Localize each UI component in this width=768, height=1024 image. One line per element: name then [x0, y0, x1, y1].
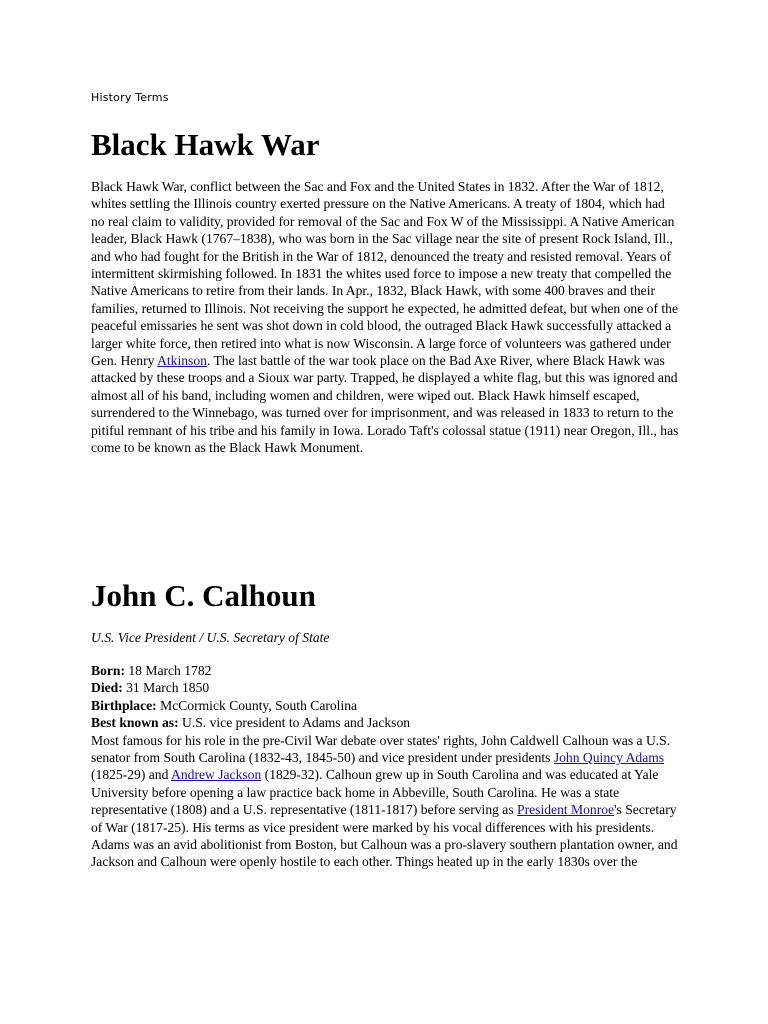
born-value: 18 March 1782	[124, 663, 212, 678]
born-row	[91, 662, 681, 679]
bio-text-1: Most famous for his role in the pre-Civil War debate over states' rights, John Caldwell Calhoun was a U.S. senator from South Carolina (1832-43, 1845-50) and vice president under presidents	[91, 732, 671, 766]
bio-text-2: (1825-29) and	[91, 767, 172, 783]
president-monroe-link[interactable]: President Monroe	[517, 802, 615, 818]
died-label: Died:	[91, 680, 123, 696]
birthplace-row	[91, 697, 681, 714]
died-value: 31 March 1850	[122, 680, 210, 696]
calhoun-bio	[91, 732, 681, 871]
atkinson-link[interactable]: Atkinson	[157, 353, 207, 369]
black-hawk-paragraph	[91, 178, 681, 457]
black-hawk-text-1: Black Hawk War, conflict between the Sac and Fox and the United States in 1832. After the War of 1812, whites settling the Illinois country exerted pressure on the Native Americans. A treaty of 1804, which had no real claim to validity, provided for removal of the Sac and Fox W of the Mississippi. A Native American leader, Black Hawk (1767–1838), who was born in the Sac village near the site of present Rock Island, Ill., and who had fought for the British in the War of 1812, denounced the treaty and resisted removal. Years of intermittent skirmishing followed. In 1831 the whites used force to impose a new treaty that compelled the Native Americans to retire from their lands. In Apr., 1832, Black Hawk, with some 400 braves and their families, returned to Illinois. Not receiving the support he expected, he admitted defeat, but when one of the peaceful emissaries he sent was shot down in cold blood, the outraged Black Hawk successfully attacked a larger white force, then retired into what is now Wisconsin. A large force of volunteers was gathered under Gen. Henry	[91, 179, 678, 369]
black-hawk-heading: Black Hawk War	[91, 127, 320, 162]
john-quincy-adams-link[interactable]: John Quincy Adams	[553, 750, 665, 766]
born-label: Born:	[91, 663, 125, 678]
calhoun-heading: John C. Calhoun	[91, 578, 316, 613]
calhoun-facts	[91, 662, 681, 871]
known-row	[91, 714, 681, 731]
birthplace-label: Birthplace:	[91, 697, 157, 713]
category-kicker: History Terms	[91, 91, 169, 104]
andrew-jackson-link[interactable]: Andrew Jackson	[171, 767, 262, 783]
calhoun-subtitle: U.S. Vice President / U.S. Secretary of State	[91, 630, 330, 645]
died-row	[91, 679, 681, 696]
bio-text-4: 's Secretary of War (1817-25). His terms as vice president were marked by his vocal differences with his presidents. Adams was an avid abolitionist from Boston, but Calhoun was a pro-slavery southern plantation owner, and Jackson and Calhoun were openly hostile to each other. Things heated up in the early 1830s over the	[91, 802, 678, 870]
known-label: Best known as:	[91, 715, 179, 731]
black-hawk-text-2: . The last battle of the war took place on the Bad Axe River, where Black Hawk was attacked by these troops and a Sioux war party. Trapped, he displayed a white flag, but this was ignored and almost all of his band, including women and children, were wiped out. Black Hawk himself escaped, surrendered to the Winnebago, was turned over for imprisonment, and was released in 1833 to return to the pitiful remnant of his tribe and his family in Iowa. Lorado Taft's colossal statue (1911) near Oregon, Ill., has come to be known as the Black Hawk Monument.	[91, 353, 679, 456]
bio-text-3: (1829-32). Calhoun grew up in South Carolina and was educated at Yale University before opening a law practice back home in Abbeville, South Carolina. He was a state representative (1808) and a U.S. representative (1811-1817) before serving as	[91, 767, 659, 818]
known-value: U.S. vice president to Adams and Jackson	[178, 715, 411, 731]
birthplace-value: McCormick County, South Carolina	[156, 697, 358, 713]
